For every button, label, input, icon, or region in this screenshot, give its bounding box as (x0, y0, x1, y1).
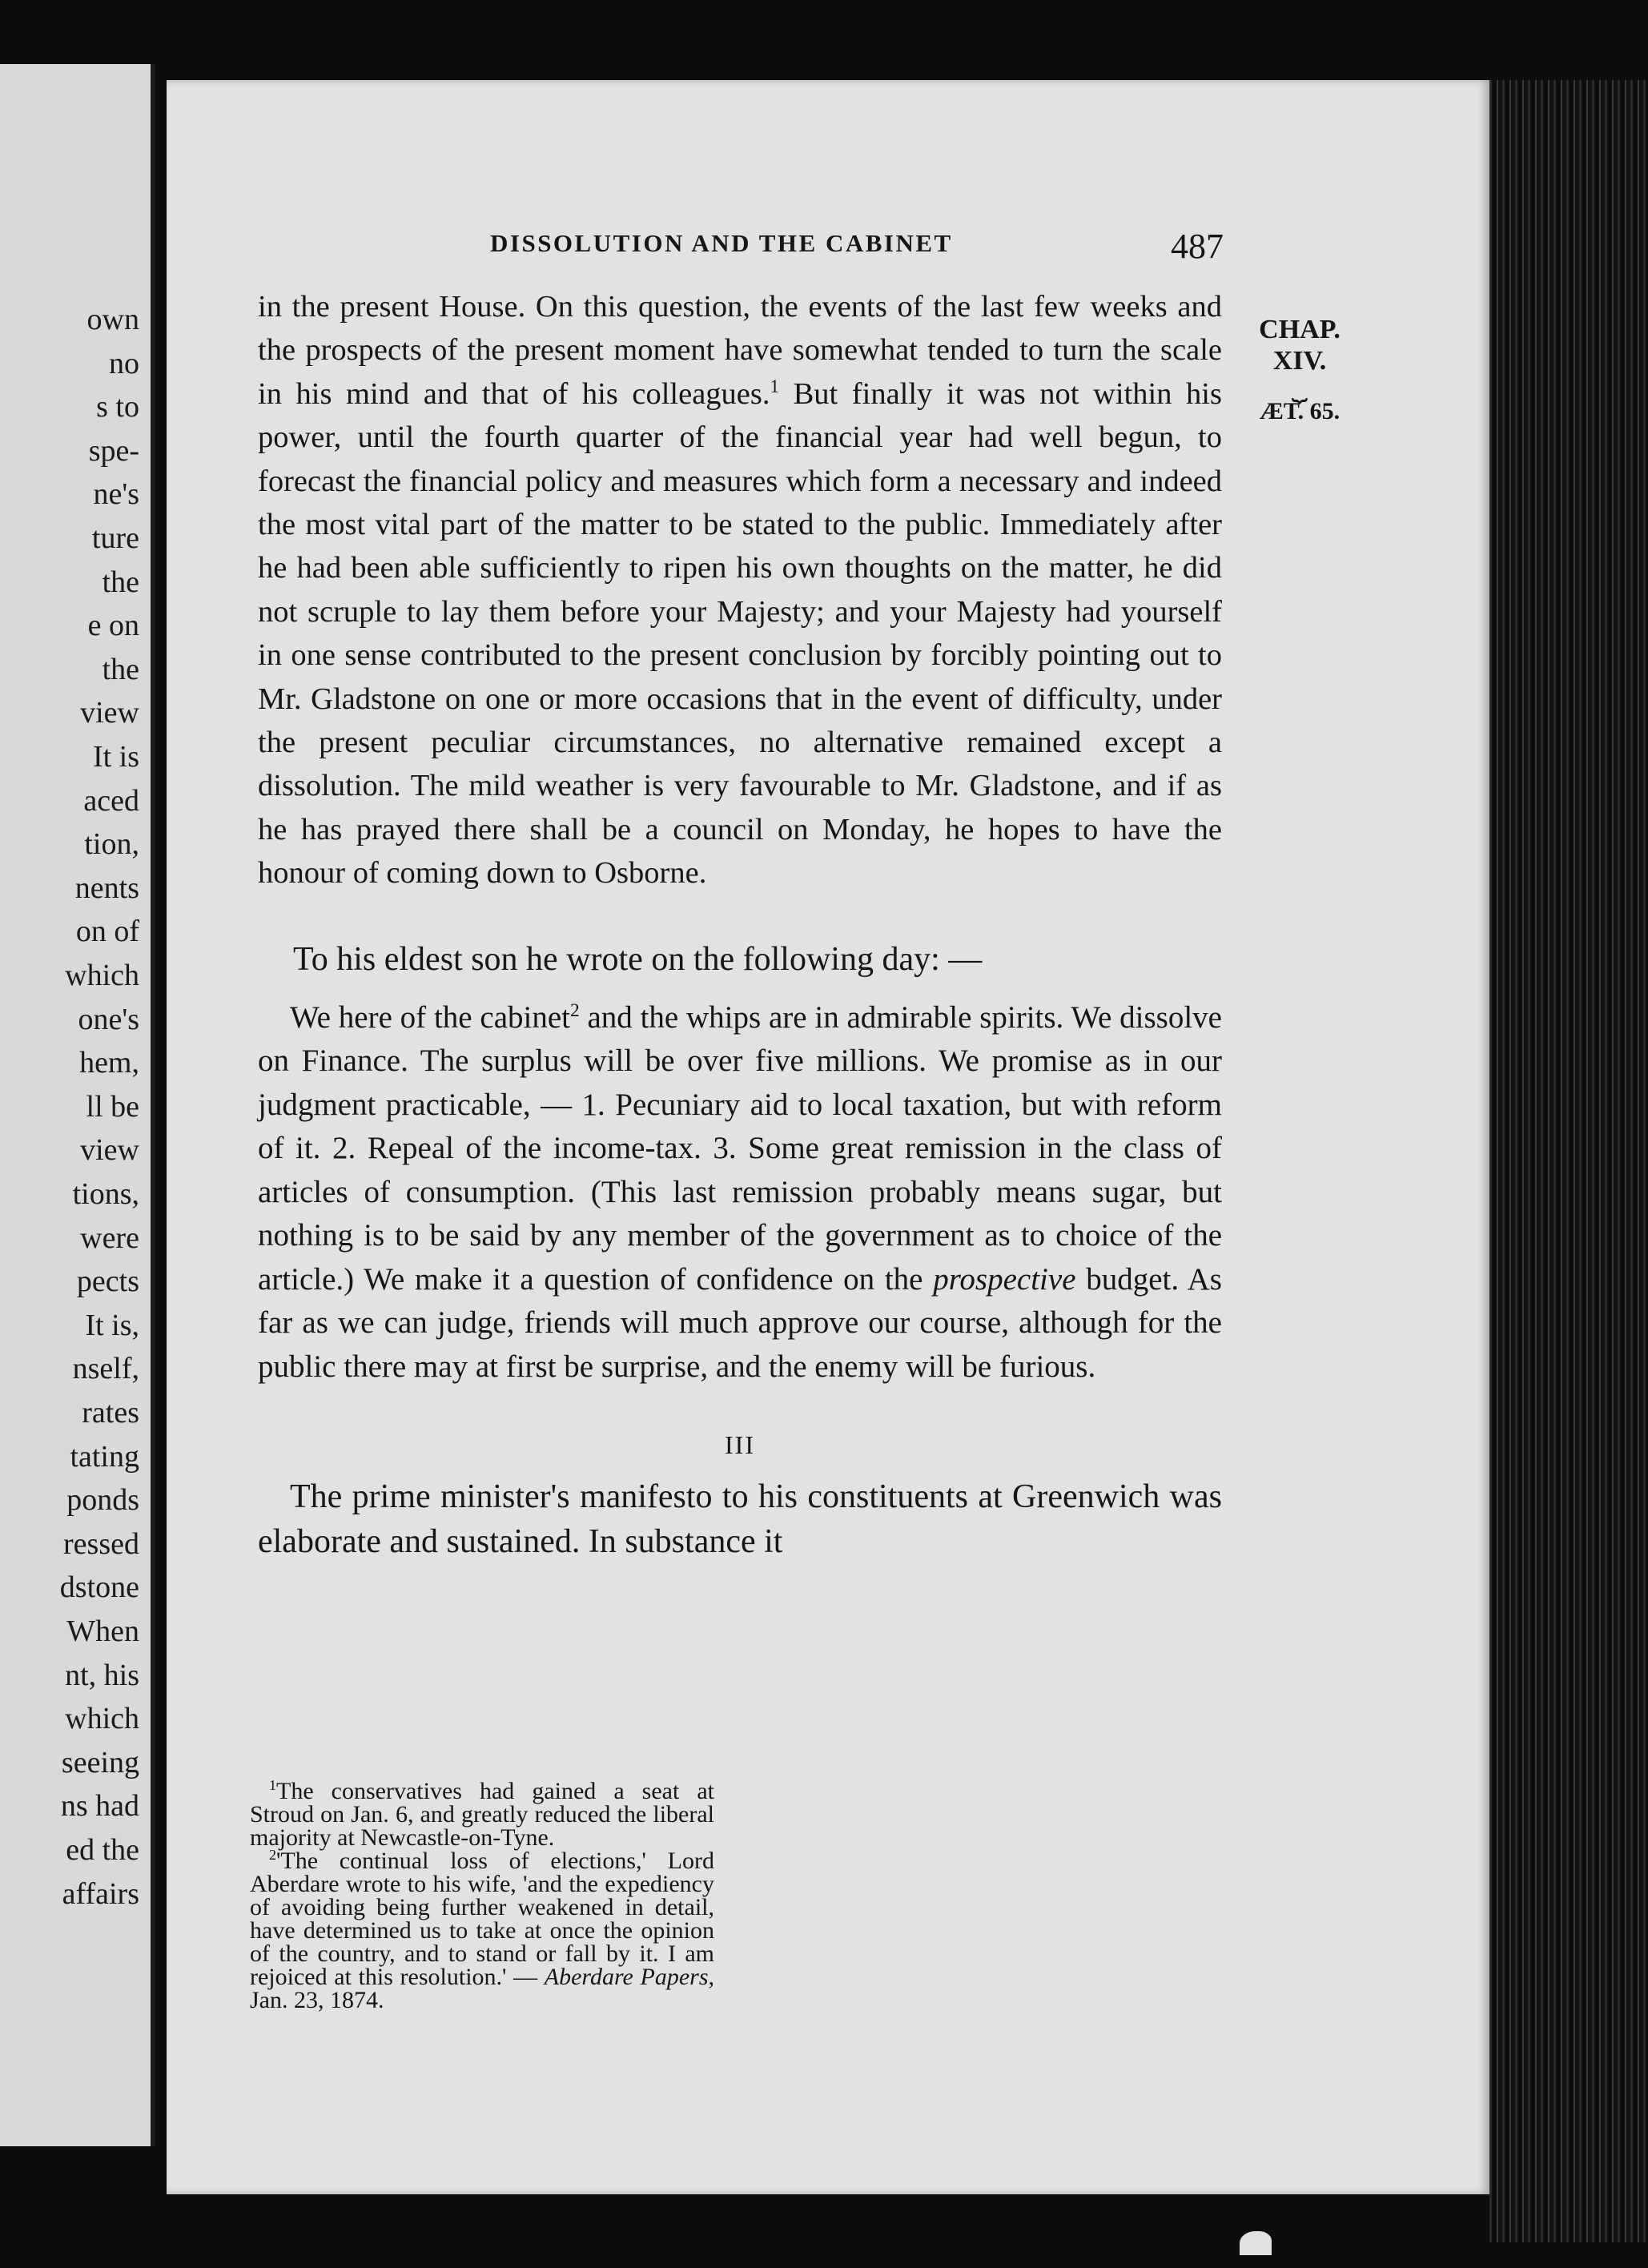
chapter-label: CHAP. (1259, 315, 1341, 344)
footnote-2-date: , Jan. 23, 1874. (250, 1964, 714, 2013)
chapter-number: XIV. (1272, 346, 1327, 376)
facing-page-fragment: the (102, 652, 139, 686)
footnote-1-mark: 1 (269, 1777, 276, 1793)
facing-page-fragment: When (66, 1615, 139, 1648)
facing-page-fragment: ture (91, 521, 139, 555)
facing-page-fragment: were (80, 1220, 139, 1255)
facing-page-fragment: no (109, 346, 139, 380)
section-paragraph: The prime minister's manifesto to his constituents at Greenwich was elaborate and sustained. In substance it (258, 1478, 1222, 1561)
facing-page-fragment: which (65, 1702, 139, 1736)
brace-glyph: ⏟ (1291, 372, 1308, 403)
footnote-2-text: 'The continual loss of elections,' Lord Aberdare wrote to his wife, 'and the expediency of avoiding being further weakened in detail, have determined us to take at once the opinion of the country, and to stand or fall by it. I am rejoiced at this resolution.' — (250, 1848, 714, 1990)
facing-page-fragment: nt, his (65, 1658, 139, 1692)
quote-italic: prospective (933, 1261, 1076, 1297)
footnotes (250, 1779, 1219, 2012)
facing-page-fragment: one's (78, 1002, 139, 1036)
letter-excerpt (258, 285, 1222, 895)
facing-page-fragment: spe- (88, 433, 139, 468)
facing-page-fragment: affairs (62, 1876, 139, 1911)
facing-page-fragment: which (65, 959, 139, 992)
facing-page-fragment: rates (82, 1396, 139, 1430)
facing-page-fragment: tion, (84, 827, 139, 862)
quoted-letter (258, 996, 1222, 1389)
section-numeral: III (725, 1430, 755, 1460)
facing-page-fragment: the (102, 565, 139, 599)
footnote-2-mark: 2 (269, 1847, 276, 1863)
facing-page-fragment: dstone (59, 1570, 139, 1605)
footnote-column-left (250, 1779, 714, 2012)
facing-page-fragment: on of (75, 915, 139, 949)
page-number: 487 (1171, 227, 1224, 266)
quote-text-b: and the whips are in admirable spirits. We dissolve on Finance. The surplus will be over five millions. We promise as in our judgment practicable, — 1. Pecuniary aid to local taxation, but with reform of it. 2. Repeal of the income-tax. 3. Some great remission in the class of articles of consumption. (This last remission probably means sugar, but nothing is to be said by any member of the government as to choice of the article.) We make it a question of confidence on the (258, 999, 1222, 1297)
facing-page-fragment: tating (70, 1439, 139, 1474)
facing-page-fragment: view (80, 696, 139, 730)
facing-page-fragment: pects (76, 1265, 139, 1299)
facing-page-edge (0, 64, 155, 2146)
facing-page-fragment: ponds (66, 1483, 139, 1518)
facing-page-fragment: nself, (72, 1352, 139, 1386)
facing-page-fragment: hem, (79, 1046, 139, 1080)
book-page-edges (1489, 80, 1648, 2242)
facing-page-fragment: ll be (86, 1089, 139, 1124)
facing-page-fragment: own (86, 303, 139, 336)
facing-page-fragment: aced (83, 783, 139, 818)
facing-page-fragment: e on (87, 609, 139, 643)
facing-page-fragment: seeing (61, 1745, 139, 1779)
facing-page-fragment: ne's (93, 477, 139, 512)
footnote-2-source: Aberdare Papers (544, 1964, 709, 1990)
letter-text-1: in the present House. On this question, the events of the last few weeks and the prospects of the present moment have somewhat tended to turn the scale in his mind and that of his colleagues. (258, 290, 1222, 411)
running-title: DISSOLUTION AND THE CABINET (490, 229, 953, 257)
main-text (258, 285, 1222, 1564)
footnote-ref-1: 1 (770, 375, 780, 396)
margin-chapter-note (1240, 314, 1360, 426)
quote-text-c: budget. As far as we can judge, friends will much approve our course, although for the public there may at first be surprise, and the enemy will be furious. (258, 1261, 1222, 1384)
facing-page-fragment: ns had (60, 1789, 139, 1824)
facing-page-fragment: tions, (72, 1177, 139, 1211)
letter-paragraph (258, 285, 1222, 895)
facing-page-fragment: It is, (85, 1308, 139, 1342)
age-note: ÆT. 65. (1259, 398, 1341, 425)
letter-text-2: But finally it was not within his power, until the fourth quarter of the financial year had well begun, to forecast the financial policy and measures which form a necessary and indeed the most vital part of the matter to be stated to the public. Immediately after he had been able sufficiently to ripen his own thoughts on the matter, he did not scruple to lay them before your Majesty; and your Majesty had yourself in one sense contributed to the present conclusion by forcibly pointing out to Mr. Gladstone on one or more occasions that in the event of difficulty, under the present peculiar circumstances, no alternative remained except a dissolution. The mild weather is very favourable to Mr. Gladstone, and if as he has prayed there shall be a council on Monday, he hopes to have the honour of coming down to Osborne. (258, 376, 1222, 891)
footnote-1-text: The conservatives had gained a seat at Stroud on Jan. 6, and greatly reduced the liberal majority at Newcastle-on-Tyne. (250, 1778, 714, 1851)
facing-page-fragment: It is (92, 740, 139, 774)
facing-page-fragment: ressed (63, 1526, 139, 1561)
transition-line: To his eldest son he wrote on the following day: — (293, 940, 983, 978)
facing-page-fragment: view (80, 1133, 139, 1168)
facing-page-fragment: ed the (66, 1833, 139, 1867)
facing-page-fragment: nents (74, 871, 139, 905)
footnote-2 (250, 1849, 714, 2012)
facing-page-fragment: s to (96, 390, 139, 424)
quote-text-a: We here of the cabinet (290, 999, 570, 1035)
scan-artifact (1240, 2231, 1272, 2255)
footnote-ref-2: 2 (569, 999, 580, 1021)
footnote-1 (250, 1779, 714, 1849)
